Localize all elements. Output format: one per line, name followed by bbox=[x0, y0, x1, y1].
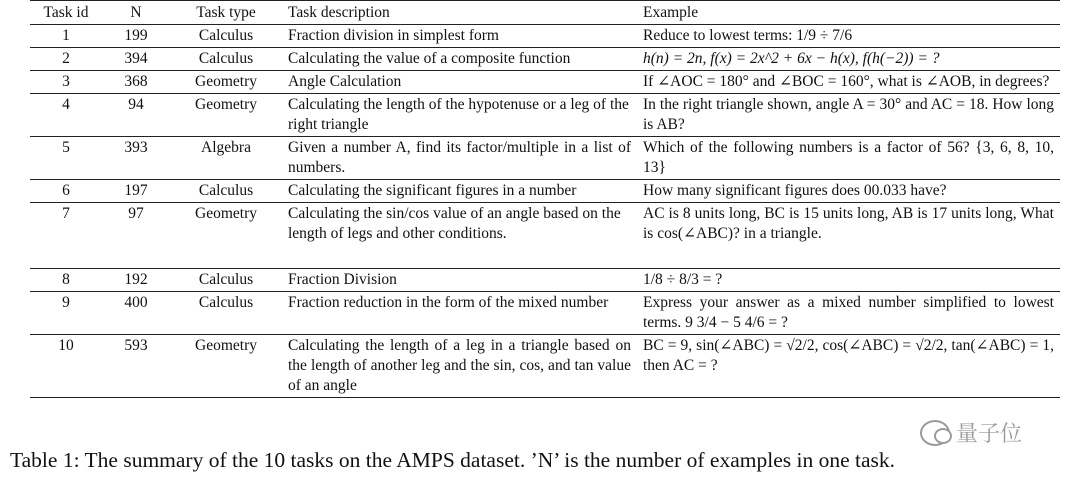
cell-n: 94 bbox=[102, 94, 170, 137]
header-task-id: Task id bbox=[30, 1, 102, 25]
watermark bbox=[920, 417, 1022, 448]
table-row bbox=[30, 71, 1060, 94]
header-example: Example bbox=[637, 1, 1060, 25]
table-row bbox=[30, 269, 1060, 292]
cell-description: Calculating the value of a composite function bbox=[282, 48, 637, 71]
cell-task-type: Geometry bbox=[170, 203, 282, 269]
summary-table bbox=[30, 0, 1060, 398]
cell-example: Express your answer as a mixed number simplified to lowest terms. 9 3/4 − 5 4/6 = ? bbox=[637, 292, 1060, 335]
table-container bbox=[30, 0, 1060, 398]
table-row bbox=[30, 25, 1060, 48]
table-row bbox=[30, 203, 1060, 269]
cell-example: AC is 8 units long, BC is 15 units long, AB is 17 units long, What is cos(∠ABC)? in a triangle. bbox=[637, 203, 1060, 269]
cell-description: Calculating the sin/cos value of an angle based on the length of legs and other conditions. bbox=[282, 203, 637, 269]
header-task-type: Task type bbox=[170, 1, 282, 25]
table-row bbox=[30, 292, 1060, 335]
cell-description: Fraction division in simplest form bbox=[282, 25, 637, 48]
cell-n: 393 bbox=[102, 137, 170, 180]
cell-n: 593 bbox=[102, 335, 170, 398]
cell-description: Angle Calculation bbox=[282, 71, 637, 94]
cell-task-type: Algebra bbox=[170, 137, 282, 180]
cell-description: Fraction reduction in the form of the mixed number bbox=[282, 292, 637, 335]
table-row bbox=[30, 94, 1060, 137]
cell-task-id: 5 bbox=[30, 137, 102, 180]
cell-description: Calculating the length of a leg in a triangle based on the length of another leg and the sin, cos, and tan value of an angle bbox=[282, 335, 637, 398]
table-caption: Table 1: The summary of the 10 tasks on the AMPS dataset. ’N’ is the number of examples in one task. bbox=[10, 448, 896, 472]
cell-task-id: 9 bbox=[30, 292, 102, 335]
cell-example: 1/8 ÷ 8/3 = ? bbox=[637, 269, 1060, 292]
cell-n: 97 bbox=[102, 203, 170, 269]
table-row bbox=[30, 48, 1060, 71]
cell-example: BC = 9, sin(∠ABC) = √2/2, cos(∠ABC) = √2/2, tan(∠ABC) = 1, then AC = ? bbox=[637, 335, 1060, 398]
cell-description: Calculating the significant figures in a number bbox=[282, 180, 637, 203]
cell-description: Fraction Division bbox=[282, 269, 637, 292]
cell-task-type: Calculus bbox=[170, 25, 282, 48]
cell-n: 192 bbox=[102, 269, 170, 292]
cell-n: 197 bbox=[102, 180, 170, 203]
cell-example: h(n) = 2n, f(x) = 2x^2 + 6x − h(x), f(h(−2)) = ? bbox=[637, 48, 1060, 71]
cell-example: If ∠AOC = 180° and ∠BOC = 160°, what is ∠AOB, in degrees? bbox=[637, 71, 1060, 94]
table-row bbox=[30, 180, 1060, 203]
table-row bbox=[30, 137, 1060, 180]
cell-n: 199 bbox=[102, 25, 170, 48]
watermark-text: 量子位 bbox=[956, 422, 1023, 447]
table-row bbox=[30, 335, 1060, 398]
cell-example: Reduce to lowest terms: 1/9 ÷ 7/6 bbox=[637, 25, 1060, 48]
wechat-icon bbox=[920, 420, 950, 446]
cell-task-id: 7 bbox=[30, 203, 102, 269]
cell-task-id: 10 bbox=[30, 335, 102, 398]
cell-task-type: Calculus bbox=[170, 269, 282, 292]
cell-task-id: 2 bbox=[30, 48, 102, 71]
cell-example: Which of the following numbers is a factor of 56? {3, 6, 8, 10, 13} bbox=[637, 137, 1060, 180]
header-n: N bbox=[102, 1, 170, 25]
cell-n: 400 bbox=[102, 292, 170, 335]
cell-description: Calculating the length of the hypotenuse or a leg of the right triangle bbox=[282, 94, 637, 137]
cell-task-id: 6 bbox=[30, 180, 102, 203]
cell-example: In the right triangle shown, angle A = 30° and AC = 18. How long is AB? bbox=[637, 94, 1060, 137]
cell-task-type: Geometry bbox=[170, 335, 282, 398]
cell-task-id: 1 bbox=[30, 25, 102, 48]
cell-example: How many significant figures does 00.033 have? bbox=[637, 180, 1060, 203]
cell-task-type: Geometry bbox=[170, 71, 282, 94]
cell-n: 394 bbox=[102, 48, 170, 71]
cell-n: 368 bbox=[102, 71, 170, 94]
cell-task-id: 3 bbox=[30, 71, 102, 94]
cell-task-id: 8 bbox=[30, 269, 102, 292]
cell-description: Given a number A, find its factor/multiple in a list of numbers. bbox=[282, 137, 637, 180]
cell-task-type: Calculus bbox=[170, 180, 282, 203]
header-task-description: Task description bbox=[282, 1, 637, 25]
cell-task-type: Geometry bbox=[170, 94, 282, 137]
header-row bbox=[30, 1, 1060, 25]
cell-task-type: Calculus bbox=[170, 48, 282, 71]
cell-task-type: Calculus bbox=[170, 292, 282, 335]
cell-task-id: 4 bbox=[30, 94, 102, 137]
